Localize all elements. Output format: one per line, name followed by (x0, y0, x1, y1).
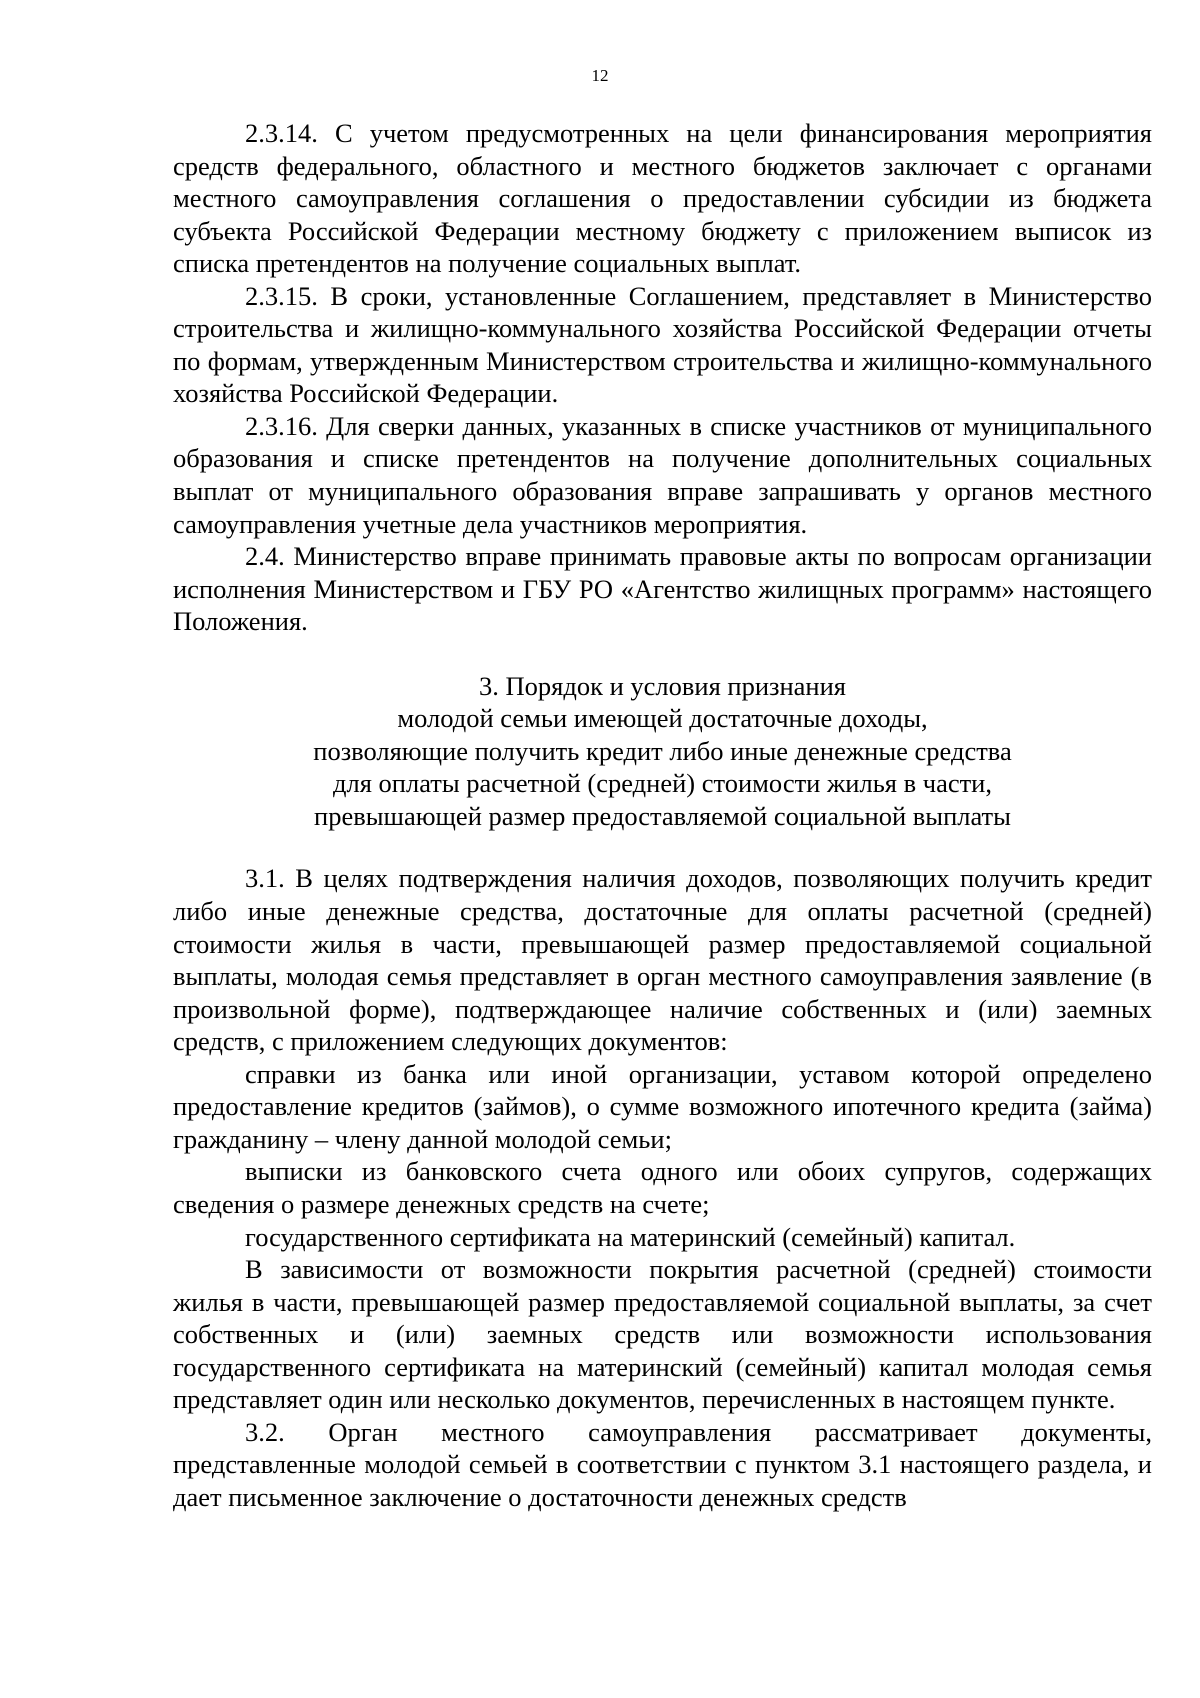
paragraph-2-3-14: 2.3.14. С учетом предусмотренных на цели финансирования мероприятия средств федерального, областного и местного бюджетов заключает с органами местного самоуправления соглашения о предоставлении субсидии из бюджета субъекта Российской Федерации местному бюджету с приложением выписок из списка претендентов на получение социальных выплат. (173, 118, 1152, 279)
section-heading-line: позволяющие получить кредит либо иные денежные средства (313, 735, 1012, 766)
paragraph-3-2: 3.2. Орган местного самоуправления рассматривает документы, представленные молодой семьей в соответствии с пунктом 3.1 настоящего раздела, и дает письменное заключение о достаточности денежных средств (173, 1416, 1152, 1512)
list-item-bank-statement: выписки из банковского счета одного или обоих супругов, содержащих сведения о размере денежных средств на счете; (173, 1156, 1152, 1219)
list-item-bank-certificate: справки из банка или иной организации, уставом которой определено предоставление кредитов (займов), о сумме возможного ипотечного кредита (займа) гражданину – члену данной молодой семьи; (173, 1058, 1152, 1154)
paragraph-2-4: 2.4. Министерство вправе принимать правовые акты по вопросам организации исполнения Министерством и ГБУ РО «Агентство жилищных программ» настоящего Положения. (173, 541, 1152, 637)
section-heading-line: 3. Порядок и условия признания (479, 670, 846, 701)
section-heading-line: превышающей размер предоставляемой социальной выплаты (314, 800, 1011, 831)
paragraph-2-3-16: 2.3.16. Для сверки данных, указанных в списке участников от муниципального образования и списке претендентов на получение дополнительных социальных выплат от муниципального образования вправе запрашивать у органов местного самоуправления учетные дела участников мероприятия. (173, 410, 1152, 539)
section-heading-line: для оплаты расчетной (средней) стоимости жилья в части, (333, 768, 992, 799)
page-number: 12 (591, 66, 609, 85)
document-body (173, 117, 1152, 1513)
paragraph-2-3-15: 2.3.15. В сроки, установленные Соглашением, представляет в Министерство строительства и жилищно-коммунального хозяйства Российской Федерации отчеты по формам, утвержденным Министерством строительства и жилищно-коммунального хозяйства Российской Федерации. (173, 280, 1152, 409)
section-3-heading (173, 670, 1152, 833)
section-heading-line: молодой семьи имеющей достаточные доходы, (397, 703, 928, 734)
list-item-maternity-certificate: государственного сертификата на материнский (семейный) капитал. (245, 1221, 1016, 1252)
paragraph-3-1: 3.1. В целях подтверждения наличия доходов, позволяющих получить кредит либо иные денежные средства, достаточные для оплаты расчетной (средней) стоимости жилья в части, превышающей размер предоставляемой социальной выплаты, молодая семья представляет в орган местного самоуправления заявление (в произвольной форме), подтверждающее наличие собственных и (или) заемных средств, с приложением следующих документов: (173, 863, 1152, 1057)
paragraph-documents-note: В зависимости от возможности покрытия расчетной (средней) стоимости жилья в части, превышающей размер предоставляемой социальной выплаты, за счет собственных и (или) заемных средств или возможности использования государственного сертификата на материнский (семейный) капитал молодая семья представляет один или несколько документов, перечисленных в настоящем пункте. (173, 1254, 1152, 1415)
